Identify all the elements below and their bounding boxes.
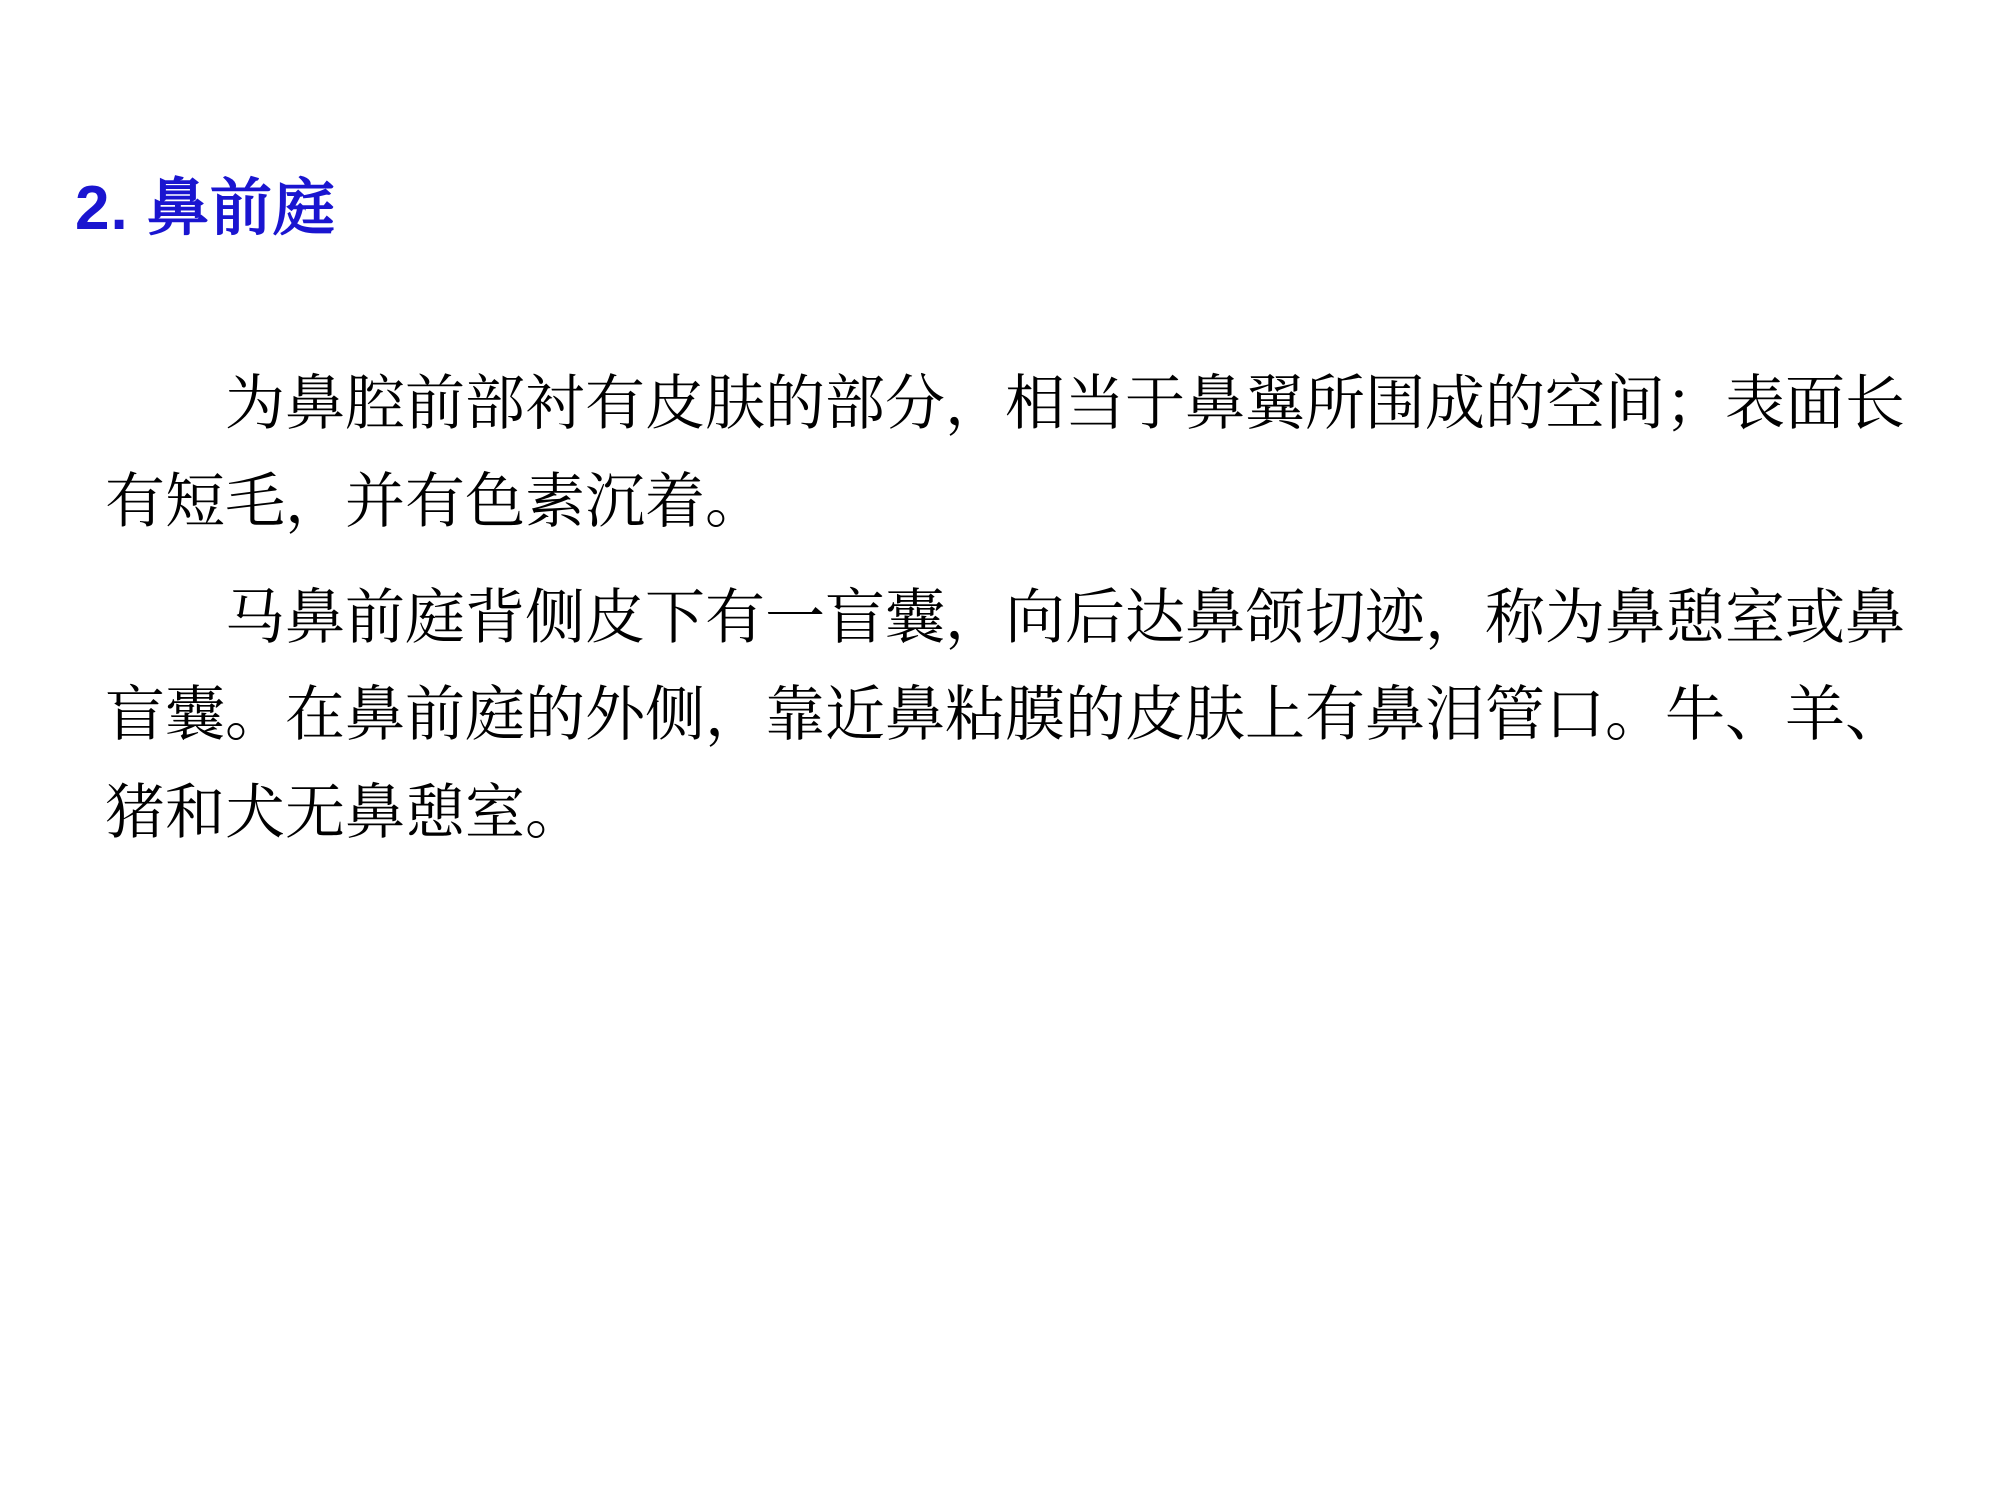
page-title: 2. 鼻前庭 bbox=[75, 174, 336, 243]
body-paragraph-2: 马鼻前庭背侧皮下有一盲囊，向后达鼻颌切迹，称为鼻憩室或鼻盲囊。在鼻前庭的外侧，靠近鼻粘膜的皮肤上有鼻泪管口。牛、羊、猪和犬无鼻憩室。 bbox=[105, 583, 1905, 847]
slide-body bbox=[105, 355, 1905, 876]
body-paragraph-1: 为鼻腔前部衬有皮肤的部分，相当于鼻翼所围成的空间；表面长有短毛，并有色素沉着。 bbox=[105, 370, 1905, 535]
